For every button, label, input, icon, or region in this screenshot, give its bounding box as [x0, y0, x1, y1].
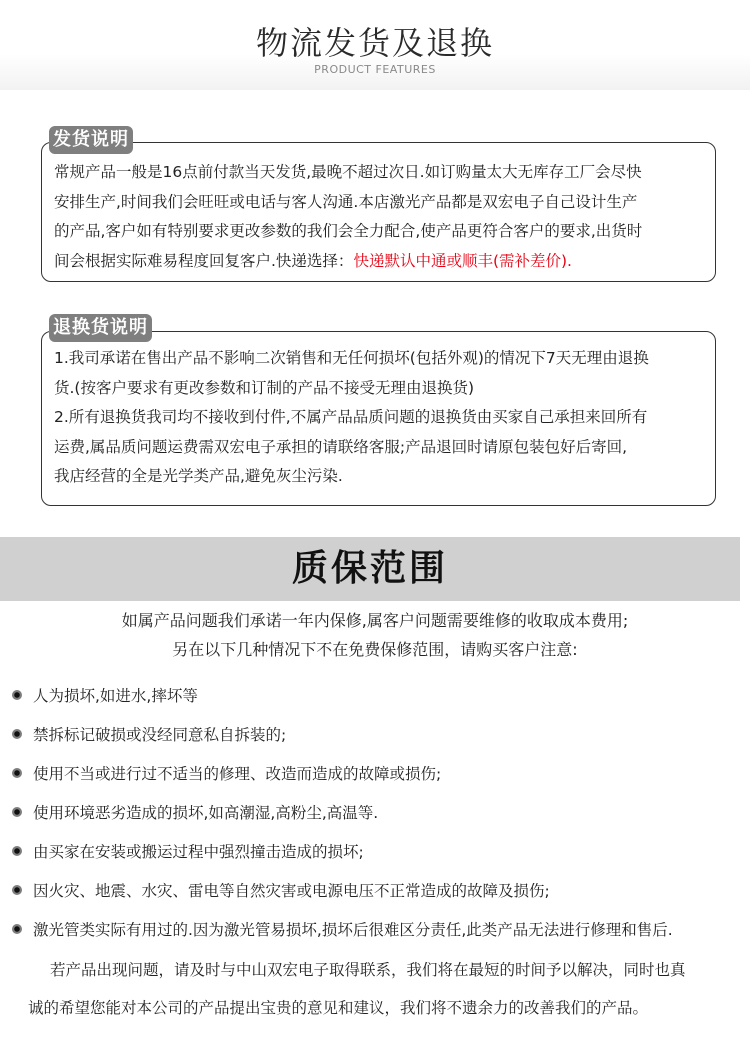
- warranty-exclusion-item: [12, 762, 441, 786]
- bullet-icon: [12, 885, 22, 895]
- returns-line: 1.我司承诺在售出产品不影响二次销售和无任何损坏(包括外观)的情况下7天无理由退换: [54, 349, 649, 367]
- shipping-line: 安排生产,时间我们会旺旺或电话与客人沟通.本店激光产品都是双宏电子自己设计生产: [54, 192, 638, 211]
- exclusion-text: 因火灾、地震、水灾、雷电等自然灾害或电源电压不正常造成的故障及损伤;: [33, 882, 550, 900]
- returns-line: 2.所有退换货我司均不接收到付件,不属产品品质问题的退换货由买家自己承担来回所有: [54, 408, 648, 426]
- exclusion-text: 激光管类实际有用过的.因为激光管易损坏,损坏后很难区分责任,此类产品无法进行修理和售后.: [33, 921, 673, 939]
- returns-text: [54, 344, 703, 492]
- exclusion-text: 人为损坏,如进水,摔坏等: [33, 687, 198, 705]
- exclusion-text: 使用环境恶劣造成的损坏,如高潮湿,高粉尘,高温等.: [33, 804, 379, 822]
- bullet-icon: [12, 924, 22, 934]
- exclusion-text: 使用不当或进行过不适当的修理、改造而造成的故障或损伤;: [33, 765, 442, 783]
- closing-line: 诚的希望您能对本公司的产品提出宝贵的意见和建议，我们将不遗余力的改善我们的产品。: [28, 999, 649, 1017]
- warranty-exclusion-item: [12, 684, 198, 708]
- shipping-line: 间会根据实际难易程度回复客户.快递选择：: [54, 251, 354, 270]
- returns-section-label: 退换货说明: [49, 314, 152, 342]
- page-subtitle: PRODUCT FEATURES: [314, 63, 436, 76]
- header: [0, 0, 750, 90]
- bullet-icon: [12, 768, 22, 778]
- warranty-exclusion-item: [12, 723, 286, 747]
- warranty-header-band: [0, 537, 740, 601]
- bullet-icon: [12, 807, 22, 817]
- shipping-text: [54, 158, 703, 276]
- returns-line: 运费,属品质问题运费需双宏电子承担的请联络客服;产品退回时请原包装包好后寄回,: [54, 437, 628, 456]
- shipping-line: 的产品,客户如有特别要求更改参数的我们会全力配合,使产品更符合客户的要求,出货时: [54, 222, 643, 240]
- returns-info-box: [41, 331, 716, 506]
- exclusion-text: 由买家在安装或搬运过程中强烈撞击造成的损坏;: [33, 843, 364, 861]
- warranty-exclusion-item: [12, 840, 364, 864]
- bullet-icon: [12, 690, 22, 700]
- warranty-exclusion-item: [12, 879, 550, 903]
- bullet-icon: [12, 729, 22, 739]
- page-title: 物流发货及退换: [255, 24, 494, 62]
- shipping-highlight: 快递默认中通或顺丰(需补差价).: [353, 251, 572, 270]
- returns-line: 我店经营的全是光学类产品,避免灰尘污染.: [54, 467, 343, 485]
- warranty-title: 质保范围: [291, 548, 448, 589]
- warranty-intro-line: 另在以下几种情况下不在免费保修范围，请购买客户注意:: [172, 640, 578, 659]
- warranty-exclusion-item: [12, 918, 673, 942]
- shipping-line-last: [54, 247, 703, 277]
- shipping-line: 常规产品一般是16点前付款当天发货,最晚不超过次日.如订购量太大无库存工厂会尽快: [54, 163, 642, 181]
- warranty-exclusion-item: [12, 801, 378, 825]
- shipping-info-box: [41, 142, 716, 282]
- closing-line: 若产品出现问题，请及时与中山双宏电子取得联系，我们将在最短的时间予以解决，同时也真: [50, 961, 686, 979]
- exclusion-text: 禁拆标记破损或没经同意私自拆装的;: [33, 726, 287, 744]
- returns-line: 货.(按客户要求有更改参数和订制的产品不接受无理由退换货): [54, 378, 475, 397]
- bullet-icon: [12, 846, 22, 856]
- shipping-section-label: 发货说明: [49, 126, 133, 154]
- warranty-intro-line: 如属产品问题我们承诺一年内保修,属客户问题需要维修的收取成本费用;: [121, 611, 629, 630]
